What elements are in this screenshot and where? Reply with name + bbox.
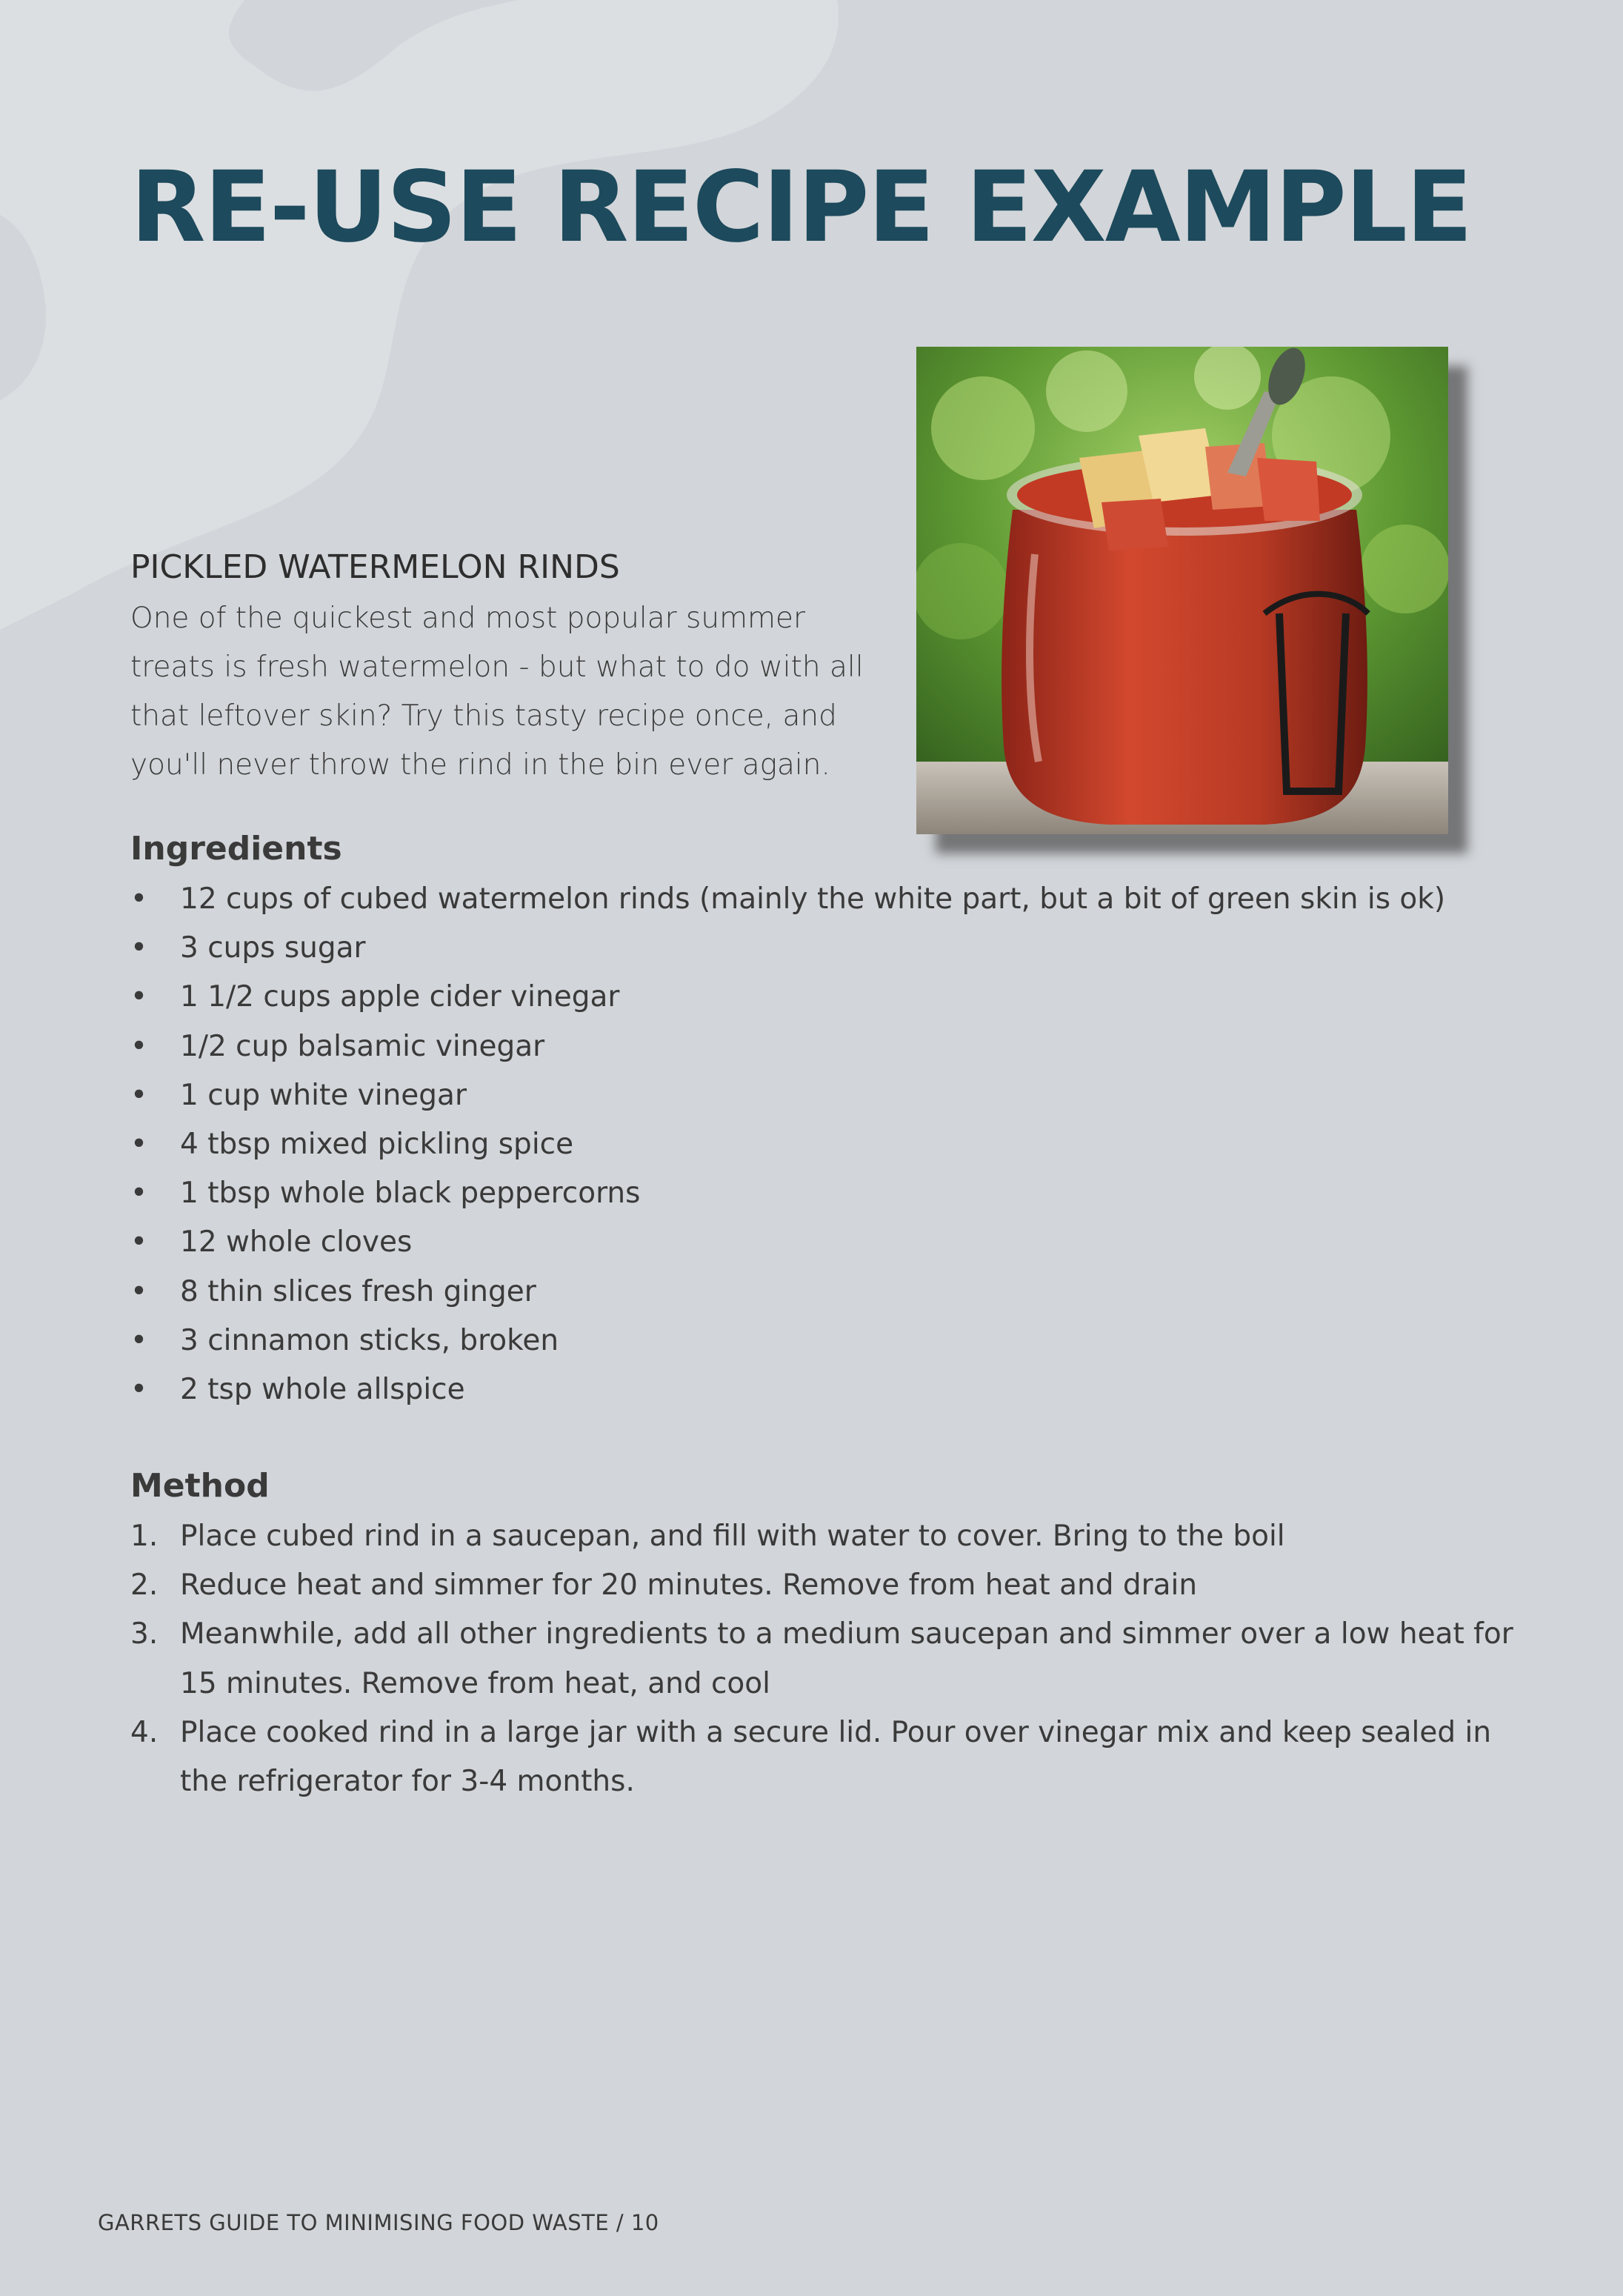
- list-item: [130, 1317, 1538, 1365]
- list-item: [130, 1071, 1538, 1120]
- bullet-icon: •: [130, 1373, 148, 1407]
- recipe-photo: [916, 347, 1448, 834]
- list-item: [130, 1218, 1538, 1267]
- list-item: [130, 1022, 1538, 1071]
- bullet-icon: •: [130, 1323, 148, 1357]
- list-item: [130, 875, 1538, 924]
- list-item: [130, 1365, 1538, 1414]
- method-heading: Method: [130, 1467, 270, 1505]
- list-item: [130, 1708, 1516, 1806]
- bullet-icon: •: [130, 1274, 148, 1308]
- step-number: 3.: [130, 1617, 159, 1651]
- ingredient-text: 12 whole cloves: [180, 1225, 413, 1260]
- method-steps-list: [130, 1512, 1516, 1806]
- recipe-title: PICKLED WATERMELON RINDS: [130, 548, 620, 586]
- ingredient-text: 1 tbsp whole black peppercorns: [180, 1177, 641, 1211]
- bullet-icon: •: [130, 1029, 148, 1063]
- step-text: Place cooked rind in a large jar with a secure lid. Pour over vinegar mix and keep sealed in the refrigerator for 3-4 months.: [180, 1715, 1492, 1799]
- step-text: Meanwhile, add all other ingredients to a medium saucepan and simmer over a low heat for 15 minutes. Remove from heat, and cool: [180, 1617, 1513, 1700]
- ingredient-text: 8 thin slices fresh ginger: [180, 1274, 536, 1308]
- ingredients-list: [130, 875, 1538, 1414]
- ingredient-text: 3 cinnamon sticks, broken: [180, 1323, 559, 1357]
- bullet-icon: •: [130, 1177, 148, 1211]
- list-item: [130, 1169, 1538, 1218]
- list-item: [130, 1610, 1516, 1708]
- page-title: RE-USE RECIPE EXAMPLE: [130, 150, 1472, 264]
- step-number: 4.: [130, 1715, 159, 1749]
- ingredient-text: 4 tbsp mixed pickling spice: [180, 1128, 574, 1162]
- ingredient-text: 1/2 cup balsamic vinegar: [180, 1029, 545, 1063]
- ingredient-text: 3 cups sugar: [180, 931, 366, 965]
- bullet-icon: •: [130, 1078, 148, 1112]
- step-number: 2.: [130, 1568, 159, 1603]
- bullet-icon: •: [130, 980, 148, 1014]
- list-item: [130, 1512, 1516, 1561]
- list-item: [130, 1120, 1538, 1169]
- pickled-watermelon-jar-photo: [916, 347, 1448, 834]
- bullet-icon: •: [130, 882, 148, 916]
- list-item: [130, 1561, 1516, 1610]
- ingredient-text: 2 tsp whole allspice: [180, 1373, 465, 1407]
- step-text: Place cubed rind in a saucepan, and fill with water to cover. Bring to the boil: [180, 1520, 1285, 1553]
- step-text: Reduce heat and simmer for 20 minutes. Remove from heat and drain: [180, 1568, 1198, 1603]
- ingredient-text: 1 cup white vinegar: [180, 1078, 467, 1112]
- list-item: [130, 1268, 1538, 1317]
- bullet-icon: •: [130, 931, 148, 965]
- list-item: [130, 924, 1538, 973]
- recipe-intro: One of the quickest and most popular summer treats is fresh watermelon - but what to do with all that leftover skin? Try this tasty recipe once, and you'll never throw the rind in the bin ever again.: [130, 602, 864, 782]
- ingredients-heading: Ingredients: [130, 830, 342, 868]
- bullet-icon: •: [130, 1128, 148, 1162]
- ingredient-text: 12 cups of cubed watermelon rinds (mainly the white part, but a bit of green skin is ok): [180, 882, 1446, 916]
- bullet-icon: •: [130, 1225, 148, 1260]
- page-footer: GARRETS GUIDE TO MINIMISING FOOD WASTE / 10: [98, 2210, 659, 2235]
- ingredient-text: 1 1/2 cups apple cider vinegar: [180, 980, 620, 1014]
- list-item: [130, 973, 1538, 1022]
- step-number: 1.: [130, 1520, 159, 1553]
